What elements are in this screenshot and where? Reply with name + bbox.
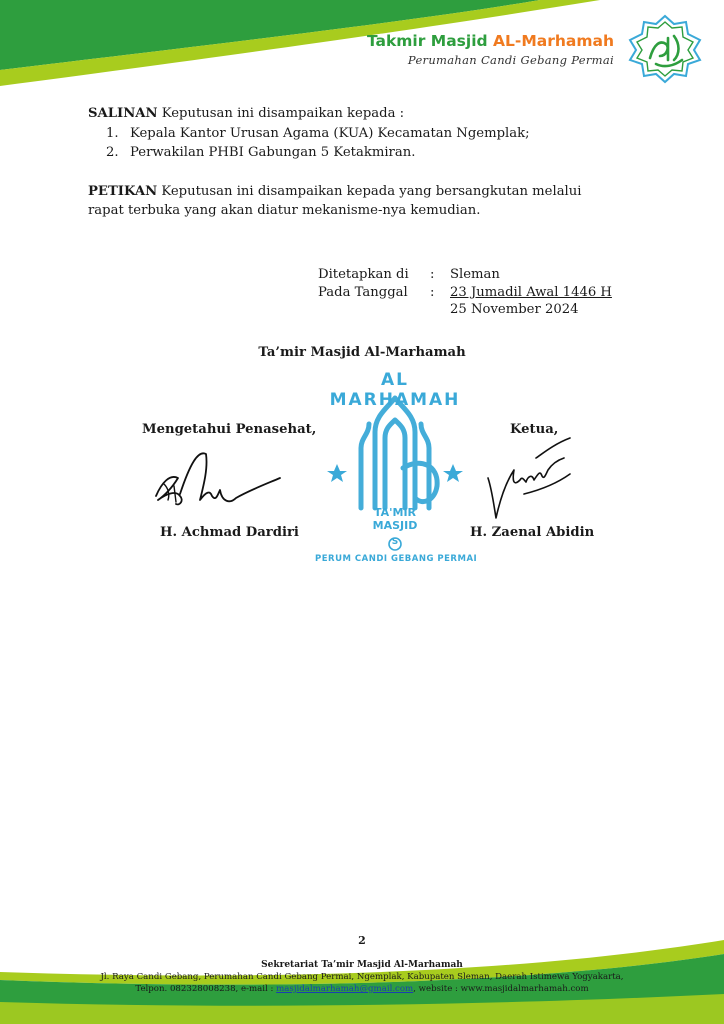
petikan-paragraph	[88, 182, 581, 220]
petikan-keyword: PETIKAN	[88, 184, 158, 199]
right-signer-role: Ketua,	[510, 422, 559, 437]
stamp-top-text: AL MARHAMAH	[329, 370, 461, 410]
salinan-list	[106, 124, 530, 162]
footer-website[interactable]: www.masjidalmarhamah.com	[460, 984, 589, 994]
footer-band	[0, 940, 724, 1024]
footer-contact	[0, 984, 724, 994]
salinan-text: Keputusan ini disampaikan kepada :	[157, 106, 405, 121]
date-hijri: 23 Jumadil Awal 1446 H	[450, 285, 612, 300]
footer-phone: Telpon. 082328008238, e-mail :	[135, 984, 277, 994]
header-band	[0, 0, 724, 90]
place-value: Sleman	[450, 267, 500, 282]
right-signer-name: H. Zaenal Abidin	[470, 525, 595, 540]
date-masehi: 25 November 2024	[450, 302, 579, 317]
masjid-calligraphy-logo-icon	[626, 14, 704, 84]
petikan-line1: Keputusan ini disampaikan kepada yang bersangkutan melalui	[157, 184, 582, 199]
footer-email-link[interactable]: masjidalmarhamah@gmail.com	[276, 984, 414, 994]
official-stamp	[315, 368, 478, 568]
list-item-number: 2.	[106, 145, 119, 160]
list-item-number: 1.	[106, 126, 119, 141]
footer-title: Sekretariat Ta’mir Masjid Al-Marhamah	[261, 960, 463, 970]
date-colon: :	[430, 285, 435, 300]
petikan-line2: rapat terbuka yang akan diatur mekanisme-nya kemudian.	[88, 203, 481, 218]
place-colon: :	[430, 267, 435, 282]
stamp-ring-text: PERUM CANDI GEBANG PERMAI	[315, 554, 478, 564]
page-number: 2	[358, 934, 366, 947]
date-label: Pada Tanggal	[318, 285, 408, 300]
place-label: Ditetapkan di	[318, 267, 409, 282]
list-item	[106, 143, 530, 162]
org-subtitle: Perumahan Candi Gebang Permai	[407, 53, 614, 67]
signature-org: Ta’mir Masjid Al-Marhamah	[258, 345, 466, 360]
stamp-line2: MASJID	[372, 519, 418, 532]
list-item-text: Perwakilan PHBI Gabungan 5 Ketakmiran.	[130, 145, 416, 160]
list-item-text: Kepala Kantor Urusan Agama (KUA) Kecamatan Ngemplak;	[130, 126, 530, 141]
org-name-accent: AL-Marhamah	[493, 32, 614, 50]
left-signature-icon	[150, 444, 285, 516]
list-item	[106, 124, 530, 143]
salinan-heading	[88, 104, 404, 123]
left-signer-name: H. Achmad Dardiri	[160, 525, 299, 540]
footer-website-prefix: , website :	[413, 984, 461, 994]
left-signer-role: Mengetahui Penasehat,	[142, 422, 317, 437]
org-name	[367, 32, 614, 50]
org-name-prefix: Takmir Masjid	[366, 32, 494, 50]
stamp-mark: S	[391, 537, 399, 547]
stamp-line1: TA'MIR	[373, 506, 417, 519]
footer-address: Jl. Raya Candi Gebang, Perumahan Candi Gebang Permai, Ngemplak, Kabupaten Sleman, Daerah Istimewa Yogyakarta,	[100, 972, 624, 982]
right-signature-icon	[484, 430, 576, 522]
salinan-keyword: SALINAN	[88, 106, 158, 121]
